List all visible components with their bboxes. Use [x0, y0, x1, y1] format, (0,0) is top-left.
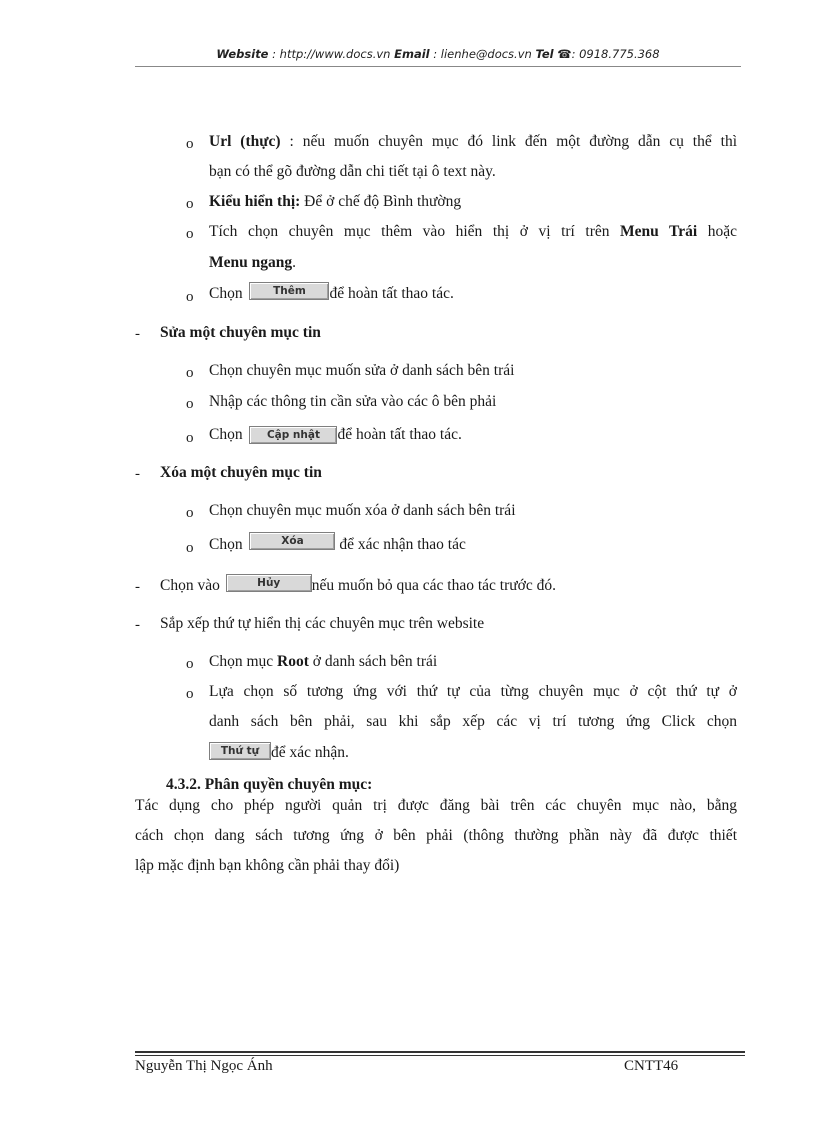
tick-text: Tích chọn chuyên mục thêm vào hiển thị ở vị trí trên: [209, 223, 610, 240]
bullet-icon: o: [186, 430, 194, 446]
email-value: : lienhe@docs.vn: [433, 47, 532, 61]
add-after-text: để hoàn tất thao tác.: [329, 285, 454, 302]
bullet-icon: o: [186, 396, 194, 412]
add-choose-text: Chọn: [209, 285, 243, 302]
website-value: : http://www.docs.vn: [272, 47, 391, 61]
tick-item-cont: [209, 253, 296, 273]
cancel-button[interactable]: Hủy: [226, 574, 312, 592]
delete-item: [209, 535, 466, 555]
tick-item: [209, 222, 737, 242]
update-item: [209, 425, 462, 445]
email-label: Email: [394, 47, 430, 61]
dash-icon: -: [135, 579, 140, 595]
bullet-icon: o: [186, 226, 194, 242]
bullet-icon: o: [186, 656, 194, 672]
url-item: [209, 132, 737, 152]
tick-or: hoặc: [707, 223, 737, 240]
sort-step-2b: danh sách bên phải, sau khi sắp xếp các vị trí tương ứng Click chọn: [209, 713, 737, 730]
edit-step-2: Nhập các thông tin cần sửa vào các ô bên phải: [209, 393, 497, 410]
url-label: Url (thực): [209, 133, 281, 150]
tel-value: : 0918.775.368: [571, 47, 660, 61]
sort-step-1-pre: Chọn mục: [209, 653, 274, 670]
update-button[interactable]: Cập nhật: [249, 426, 337, 444]
order-after-text: để xác nhận.: [271, 744, 349, 761]
url-text-cont: bạn có thể gõ đường dẫn chi tiết tại ô text này.: [209, 163, 496, 180]
para-line-1: Tác dụng cho phép người quản trị được đăng bài trên các chuyên mục nào, bằng: [135, 797, 737, 814]
bullet-icon: o: [186, 289, 194, 305]
website-label: Website: [216, 47, 269, 61]
order-item: [209, 743, 349, 763]
bullet-icon: o: [186, 505, 194, 521]
delete-after-text: để xác nhận thao tác: [339, 536, 466, 553]
sort-step-1-post: ở danh sách bên trái: [312, 653, 438, 670]
tick-menu-left: Menu Trái: [620, 223, 698, 240]
cancel-item: [160, 576, 556, 596]
sort-step-1: [209, 652, 437, 672]
tick-menu-horizontal: Menu ngang: [209, 254, 293, 271]
update-choose-text: Chọn: [209, 426, 243, 443]
footer-class-code: CNTT46: [624, 1058, 679, 1074]
cancel-after-text: nếu muốn bỏ qua các thao tác trước đó.: [311, 577, 556, 594]
dash-icon: -: [135, 617, 140, 633]
display-text: Để ở chế độ Bình thường: [304, 193, 462, 210]
page-header: [135, 47, 741, 61]
bullet-icon: o: [186, 540, 194, 556]
footer-author: Nguyễn Thị Ngọc Ánh: [135, 1058, 273, 1074]
para-line-3: lập mặc định bạn không cần phải thay đổi): [135, 857, 400, 874]
sort-root: Root: [277, 653, 309, 670]
sort-step-2a: Lựa chọn số tương ứng với thứ tự của từng chuyên mục ở cột thứ tự ở: [209, 683, 737, 700]
bullet-icon: o: [186, 136, 194, 152]
cancel-choose-text: Chọn vào: [160, 577, 220, 594]
section-title: 4.3.2. Phân quyền chuyên mục:: [166, 776, 373, 793]
phone-icon: ☎: [557, 47, 572, 61]
footer-rule: [135, 1051, 745, 1053]
delete-heading: Xóa một chuyên mục tin: [160, 464, 322, 481]
edit-step-1: Chọn chuyên mục muốn sửa ở danh sách bên trái: [209, 362, 515, 379]
order-button[interactable]: Thứ tự: [209, 742, 271, 760]
dash-icon: -: [135, 326, 140, 342]
update-after-text: để hoàn tất thao tác.: [337, 426, 462, 443]
delete-step-1: Chọn chuyên mục muốn xóa ở danh sách bên trái: [209, 502, 516, 519]
bullet-icon: o: [186, 365, 194, 381]
bullet-icon: o: [186, 686, 194, 702]
delete-button[interactable]: Xóa: [249, 532, 335, 550]
header-rule: [135, 66, 741, 67]
url-text: : nếu muốn chuyên mục đó link đến một đường dẫn cụ thể thì: [289, 133, 738, 150]
bullet-icon: o: [186, 196, 194, 212]
dash-icon: -: [135, 466, 140, 482]
add-button[interactable]: Thêm: [249, 282, 329, 300]
display-item: [209, 192, 461, 212]
sort-heading: Sắp xếp thứ tự hiển thị các chuyên mục trên website: [160, 615, 485, 632]
delete-choose-text: Chọn: [209, 536, 243, 553]
display-label: Kiểu hiển thị:: [209, 193, 301, 210]
para-line-2: cách chọn dang sách tương ứng ở bên phải (thông thường phần này đã được thiết: [135, 827, 737, 844]
add-item: [209, 284, 454, 304]
tick-end: .: [292, 254, 296, 271]
footer-rule: [135, 1055, 745, 1056]
tel-label: Tel: [535, 47, 554, 61]
edit-heading: Sửa một chuyên mục tin: [160, 324, 321, 341]
